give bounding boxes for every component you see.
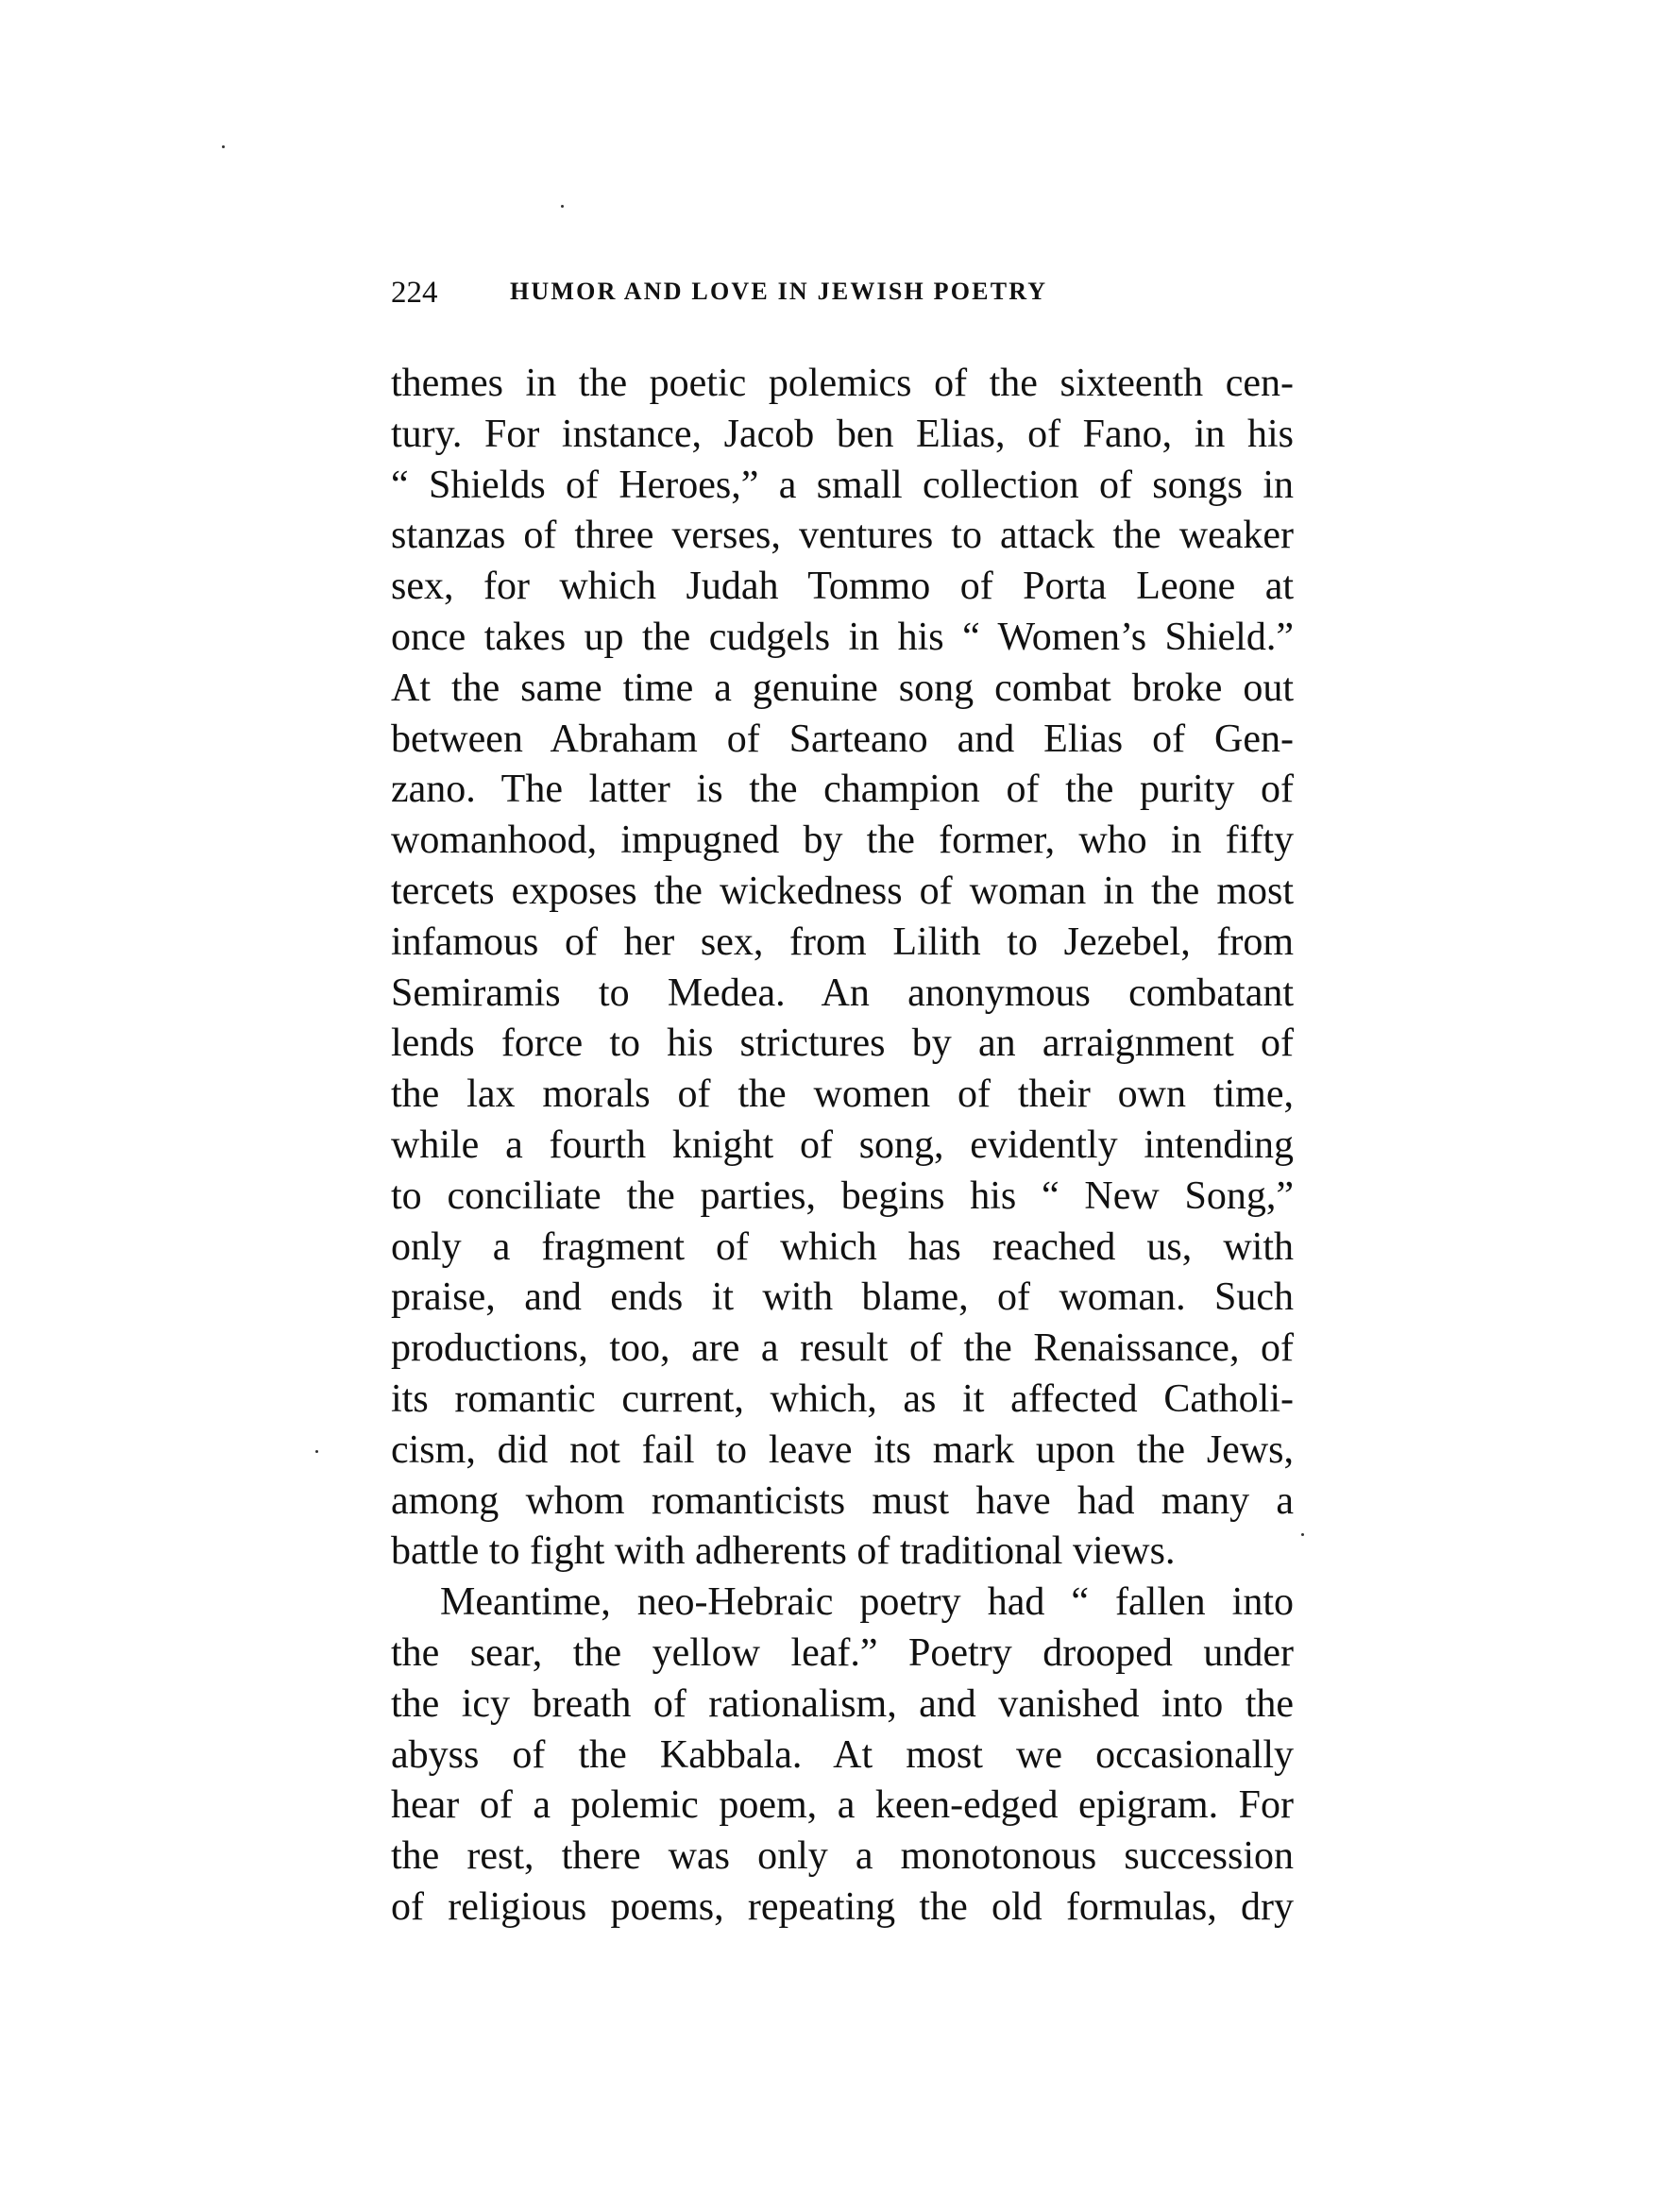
text-line: between Abraham of Sarteano and Elias of Gen- bbox=[391, 717, 1294, 761]
text-line: lends force to his strictures by an arraignment of bbox=[391, 1022, 1294, 1066]
text-line: abyss of the Kabbala. At most we occasionally bbox=[391, 1732, 1294, 1777]
text-line: themes in the poetic polemics of the sixteenth cen- bbox=[391, 362, 1294, 405]
text-line: Semiramis to Medea. An anonymous combatant bbox=[391, 971, 1294, 1015]
text-line: while a fourth knight of song, evidently intending bbox=[391, 1123, 1294, 1167]
scan-speck bbox=[1301, 1533, 1304, 1536]
text-line: At the same time a genuine song combat broke out bbox=[391, 666, 1294, 710]
scan-speck bbox=[561, 205, 564, 208]
text-line: praise, and ends it with blame, of woman. Such bbox=[391, 1275, 1294, 1320]
text-line: cism, did not fail to leave its mark upon the Jews, bbox=[391, 1427, 1294, 1472]
text-line: its romantic current, which, as it affected Catholi- bbox=[391, 1376, 1294, 1421]
text-line: productions, too, are a result of the Renaissance, of bbox=[391, 1326, 1294, 1371]
running-title: HUMOR AND LOVE IN JEWISH POETRY bbox=[510, 278, 1048, 305]
text-line: tury. For instance, Jacob ben Elias, of Fano, in his bbox=[391, 412, 1294, 456]
text-line: only a fragment of which has reached us, with bbox=[391, 1224, 1294, 1269]
text-line: the sear, the yellow leaf.” Poetry drooped under bbox=[391, 1630, 1294, 1675]
text-line: the lax morals of the women of their own time, bbox=[391, 1072, 1294, 1117]
text-line: to conciliate the parties, begins his “ New Song,” bbox=[391, 1174, 1294, 1218]
text-line: battle to fight with adherents of traditional views. bbox=[391, 1529, 1176, 1574]
text-line: stanzas of three verses, ventures to attack the weaker bbox=[391, 514, 1294, 558]
text-line: hear of a polemic poem, a keen-edged epigram. For bbox=[391, 1783, 1294, 1828]
running-header bbox=[391, 276, 1297, 317]
text-line: womanhood, impugned by the former, who in fifty bbox=[391, 819, 1294, 863]
text-line: sex, for which Judah Tommo of Porta Leone at bbox=[391, 565, 1294, 609]
text-line: infamous of her sex, from Lilith to Jezebel, from bbox=[391, 920, 1294, 964]
text-line: “ Shields of Heroes,” a small collection of songs in bbox=[391, 463, 1294, 507]
scan-speck bbox=[222, 145, 225, 148]
text-line: once takes up the cudgels in his “ Women’s Shield.” bbox=[391, 615, 1294, 659]
text-line: among whom romanticists must have had many a bbox=[391, 1478, 1294, 1523]
text-line: tercets exposes the wickedness of woman in the most bbox=[391, 869, 1294, 913]
body-text bbox=[391, 359, 1294, 1933]
text-line: the icy breath of rationalism, and vanished into the bbox=[391, 1681, 1294, 1726]
page-number: 224 bbox=[391, 276, 438, 310]
text-line: the rest, there was only a monotonous succession bbox=[391, 1834, 1294, 1879]
text-line: zano. The latter is the champion of the purity of bbox=[391, 768, 1294, 812]
text-line: Meantime, neo-Hebraic poetry had “ fallen into bbox=[440, 1580, 1294, 1625]
scan-speck bbox=[315, 1450, 318, 1453]
text-line: of religious poems, repeating the old formulas, dry bbox=[391, 1884, 1294, 1929]
